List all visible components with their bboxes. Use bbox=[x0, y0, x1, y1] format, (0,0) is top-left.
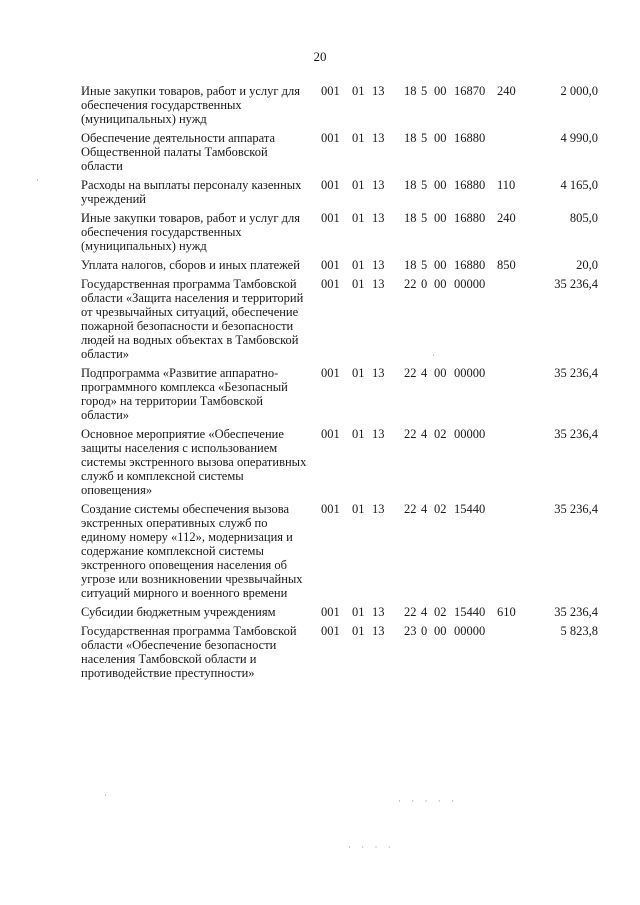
budget-table bbox=[81, 84, 601, 685]
row-name: Обеспечение деятельности аппарата Общественной палаты Тамбовской области bbox=[81, 131, 276, 173]
program-code: 23 bbox=[404, 624, 417, 638]
direction-code: 16880 bbox=[454, 178, 486, 192]
table-row bbox=[81, 84, 601, 131]
activity-code: 00 bbox=[434, 131, 447, 145]
activity-code: 02 bbox=[434, 502, 447, 516]
section-code: 01 bbox=[352, 84, 365, 98]
scan-speck: · · · · · bbox=[398, 796, 458, 806]
direction-code: 00000 bbox=[454, 624, 486, 638]
activity-code: 00 bbox=[434, 211, 447, 225]
ministry-code: 001 bbox=[321, 277, 340, 291]
ministry-code: 001 bbox=[321, 427, 340, 441]
expense-type-code: 240 bbox=[497, 211, 516, 225]
activity-code: 00 bbox=[434, 624, 447, 638]
section-code: 01 bbox=[352, 277, 365, 291]
expense-type-code: 110 bbox=[497, 178, 516, 192]
section-code: 01 bbox=[352, 427, 365, 441]
table-row bbox=[81, 178, 601, 211]
program-code: 22 bbox=[404, 366, 417, 380]
subprogram-code: 5 bbox=[421, 84, 428, 98]
page-number: 20 bbox=[313, 49, 327, 64]
amount: 4 165,0 bbox=[560, 178, 598, 192]
expense-type-code: 850 bbox=[497, 258, 516, 272]
subprogram-code: 4 bbox=[421, 605, 428, 619]
direction-code: 00000 bbox=[454, 366, 486, 380]
section-code: 01 bbox=[352, 258, 365, 272]
section-code: 01 bbox=[352, 211, 365, 225]
table-row bbox=[81, 131, 601, 178]
subsection-code: 13 bbox=[372, 605, 385, 619]
row-name: Уплата налогов, сборов и иных платежей bbox=[81, 258, 300, 272]
program-code: 22 bbox=[404, 502, 417, 516]
direction-code: 15440 bbox=[454, 502, 486, 516]
table-row bbox=[81, 624, 601, 685]
expense-type-code: 610 bbox=[497, 605, 516, 619]
amount: 4 990,0 bbox=[560, 131, 598, 145]
direction-code: 16880 bbox=[454, 131, 486, 145]
scan-speck: · · · · bbox=[348, 842, 395, 852]
table-row bbox=[81, 211, 601, 258]
subsection-code: 13 bbox=[372, 502, 385, 516]
activity-code: 00 bbox=[434, 277, 447, 291]
table-row bbox=[81, 258, 601, 277]
row-name: Подпрограмма «Развитие аппаратно-программного комплекса «Безопасный город» на территории Тамбовской области» bbox=[81, 366, 288, 422]
table-row bbox=[81, 366, 601, 427]
direction-code: 16880 bbox=[454, 258, 486, 272]
section-code: 01 bbox=[352, 131, 365, 145]
ministry-code: 001 bbox=[321, 605, 340, 619]
row-name: Расходы на выплаты персоналу казенных учреждений bbox=[81, 178, 302, 206]
ministry-code: 001 bbox=[321, 211, 340, 225]
subprogram-code: 5 bbox=[421, 131, 428, 145]
ministry-code: 001 bbox=[321, 366, 340, 380]
program-code: 18 bbox=[404, 131, 417, 145]
row-name: Создание системы обеспечения вызова экстренных оперативных служб по единому номеру «112», модернизация и содержание комплексной системы экстренного оповещения населения об угрозе или возникновении чрезвычайных ситуаций мирного и военного времени bbox=[81, 502, 303, 600]
activity-code: 00 bbox=[434, 178, 447, 192]
amount: 35 236,4 bbox=[554, 366, 598, 380]
amount: 20,0 bbox=[576, 258, 598, 272]
subprogram-code: 5 bbox=[421, 211, 428, 225]
program-code: 22 bbox=[404, 605, 417, 619]
row-name: Субсидии бюджетным учреждениям bbox=[81, 605, 276, 619]
scan-speck: · bbox=[36, 175, 43, 185]
program-code: 18 bbox=[404, 84, 417, 98]
subprogram-code: 5 bbox=[421, 178, 428, 192]
subprogram-code: 4 bbox=[421, 427, 428, 441]
section-code: 01 bbox=[352, 178, 365, 192]
subprogram-code: 5 bbox=[421, 258, 428, 272]
program-code: 18 bbox=[404, 178, 417, 192]
subsection-code: 13 bbox=[372, 211, 385, 225]
program-code: 22 bbox=[404, 277, 417, 291]
ministry-code: 001 bbox=[321, 131, 340, 145]
row-name: Иные закупки товаров, работ и услуг для обеспечения государственных (муниципальных) нужд bbox=[81, 211, 301, 253]
program-code: 18 bbox=[404, 211, 417, 225]
program-code: 18 bbox=[404, 258, 417, 272]
row-name: Государственная программа Тамбовской области «Обеспечение безопасности населения Тамбовской области и противодействие преступности» bbox=[81, 624, 297, 680]
ministry-code: 001 bbox=[321, 84, 340, 98]
activity-code: 00 bbox=[434, 366, 447, 380]
ministry-code: 001 bbox=[321, 502, 340, 516]
subsection-code: 13 bbox=[372, 427, 385, 441]
direction-code: 00000 bbox=[454, 277, 486, 291]
section-code: 01 bbox=[352, 502, 365, 516]
activity-code: 02 bbox=[434, 605, 447, 619]
direction-code: 00000 bbox=[454, 427, 486, 441]
subprogram-code: 0 bbox=[421, 277, 428, 291]
amount: 805,0 bbox=[569, 211, 598, 225]
amount: 2 000,0 bbox=[560, 84, 598, 98]
scan-speck: · bbox=[104, 790, 111, 800]
table-row bbox=[81, 427, 601, 502]
amount: 35 236,4 bbox=[554, 427, 598, 441]
direction-code: 15440 bbox=[454, 605, 486, 619]
subsection-code: 13 bbox=[372, 624, 385, 638]
activity-code: 02 bbox=[434, 427, 447, 441]
scan-speck: · bbox=[432, 350, 439, 360]
amount: 35 236,4 bbox=[554, 502, 598, 516]
table-row bbox=[81, 277, 601, 366]
subprogram-code: 4 bbox=[421, 502, 428, 516]
subsection-code: 13 bbox=[372, 277, 385, 291]
activity-code: 00 bbox=[434, 84, 447, 98]
section-code: 01 bbox=[352, 605, 365, 619]
subsection-code: 13 bbox=[372, 366, 385, 380]
subsection-code: 13 bbox=[372, 84, 385, 98]
subprogram-code: 4 bbox=[421, 366, 428, 380]
ministry-code: 001 bbox=[321, 258, 340, 272]
subsection-code: 13 bbox=[372, 178, 385, 192]
row-name: Иные закупки товаров, работ и услуг для обеспечения государственных (муниципальных) нужд bbox=[81, 84, 301, 126]
subsection-code: 13 bbox=[372, 258, 385, 272]
activity-code: 00 bbox=[434, 258, 447, 272]
row-name: Основное мероприятие «Обеспечение защиты населения с использованием системы экстренного вызова оперативных служб и комплексной системы оповещения» bbox=[81, 427, 307, 497]
ministry-code: 001 bbox=[321, 624, 340, 638]
row-name: Государственная программа Тамбовской области «Защита населения и территорий от чрезвычайных ситуаций, обеспечение пожарной безопасности и безопасности людей на водных объектах в Тамбовской области» bbox=[81, 277, 304, 361]
direction-code: 16870 bbox=[454, 84, 486, 98]
amount: 5 823,8 bbox=[560, 624, 598, 638]
ministry-code: 001 bbox=[321, 178, 340, 192]
program-code: 22 bbox=[404, 427, 417, 441]
direction-code: 16880 bbox=[454, 211, 486, 225]
subsection-code: 13 bbox=[372, 131, 385, 145]
section-code: 01 bbox=[352, 366, 365, 380]
subprogram-code: 0 bbox=[421, 624, 428, 638]
amount: 35 236,4 bbox=[554, 277, 598, 291]
table-row bbox=[81, 502, 601, 605]
section-code: 01 bbox=[352, 624, 365, 638]
expense-type-code: 240 bbox=[497, 84, 516, 98]
table-row bbox=[81, 605, 601, 624]
amount: 35 236,4 bbox=[554, 605, 598, 619]
